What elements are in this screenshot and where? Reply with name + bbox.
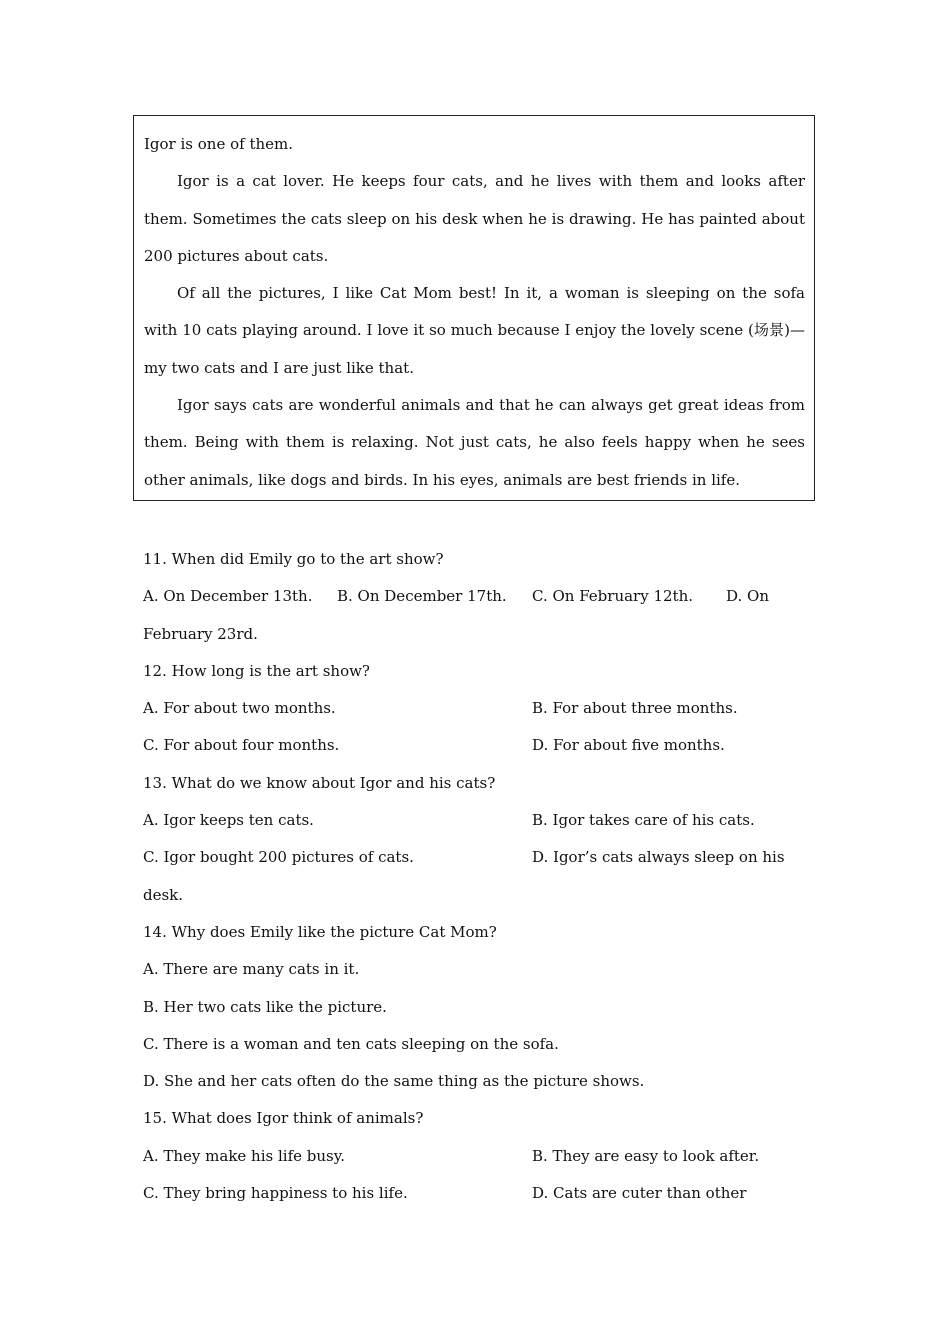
option-c[interactable]: C. On February 12th.: [532, 587, 694, 606]
option-b[interactable]: B. Igor takes care of his cats.: [532, 811, 755, 830]
option-d[interactable]: D. Cats are cuter than other: [532, 1184, 747, 1203]
option-d[interactable]: D. For about five months.: [532, 736, 725, 755]
option-b[interactable]: B. Her two cats like the picture.: [143, 997, 387, 1016]
option-b[interactable]: B. They are easy to look after.: [532, 1146, 760, 1165]
option-row: [143, 1138, 813, 1175]
option-c[interactable]: C. Igor bought 200 pictures of cats.: [143, 848, 414, 867]
option-a[interactable]: A. For about two months.: [143, 699, 336, 718]
question-stem: 13. What do we know about Igor and his cats?: [143, 773, 496, 792]
passage-paragraph: Of all the pictures, I like Cat Mom best! In it, a woman is sleeping on the sofa with 10 cats playing around. I love it so much because I enjoy the lovely scene (场景)—my two cats and I are just like that.: [144, 284, 805, 377]
option-row: [143, 727, 813, 764]
option-b[interactable]: B. On December 17th.: [337, 587, 507, 606]
passage-paragraph: Igor says cats are wonderful animals and that he can always get great ideas from them. Being with them is relaxing. Not just cats, he also feels happy when he sees other animals, like dogs and birds. In his eyes, animals are best friends in life.: [144, 396, 805, 489]
option-row: [143, 1175, 813, 1212]
option-row: [143, 839, 813, 876]
passage-paragraph: Igor is one of them.: [144, 135, 294, 153]
option-a[interactable]: A. They make his life busy.: [143, 1146, 345, 1165]
option-d[interactable]: D. She and her cats often do the same thing as the picture shows.: [143, 1072, 645, 1091]
option-c[interactable]: C. There is a woman and ten cats sleeping on the sofa.: [143, 1034, 559, 1053]
option-row: [143, 690, 813, 727]
question-stem: 11. When did Emily go to the art show?: [143, 550, 444, 568]
option-a[interactable]: A. There are many cats in it.: [143, 960, 360, 979]
option-row: [143, 578, 813, 615]
option-continuation: February 23rd.: [143, 624, 258, 643]
passage-paragraph: Igor is a cat lover. He keeps four cats, and he lives with them and looks after them. Sometimes the cats sleep on his desk when he is drawing. He has painted about 200 pictures about cats.: [144, 172, 805, 265]
option-a[interactable]: A. Igor keeps ten cats.: [143, 811, 314, 830]
option-c[interactable]: C. They bring happiness to his life.: [143, 1184, 408, 1203]
option-b[interactable]: B. For about three months.: [532, 699, 738, 718]
option-d[interactable]: D. Igor’s cats always sleep on his: [532, 848, 785, 867]
question-stem: 15. What does Igor think of animals?: [143, 1109, 424, 1128]
option-c[interactable]: C. For about four months.: [143, 736, 340, 755]
option-a[interactable]: A. On December 13th.: [143, 587, 313, 606]
option-row: [143, 802, 813, 839]
reading-passage-box: [133, 115, 815, 501]
question-stem: 12. How long is the art show?: [143, 661, 370, 680]
option-d[interactable]: D. On: [726, 587, 769, 606]
option-continuation: desk.: [143, 885, 184, 904]
question-stem: 14. Why does Emily like the picture Cat Mom?: [143, 922, 497, 941]
question-list: [143, 541, 813, 1212]
